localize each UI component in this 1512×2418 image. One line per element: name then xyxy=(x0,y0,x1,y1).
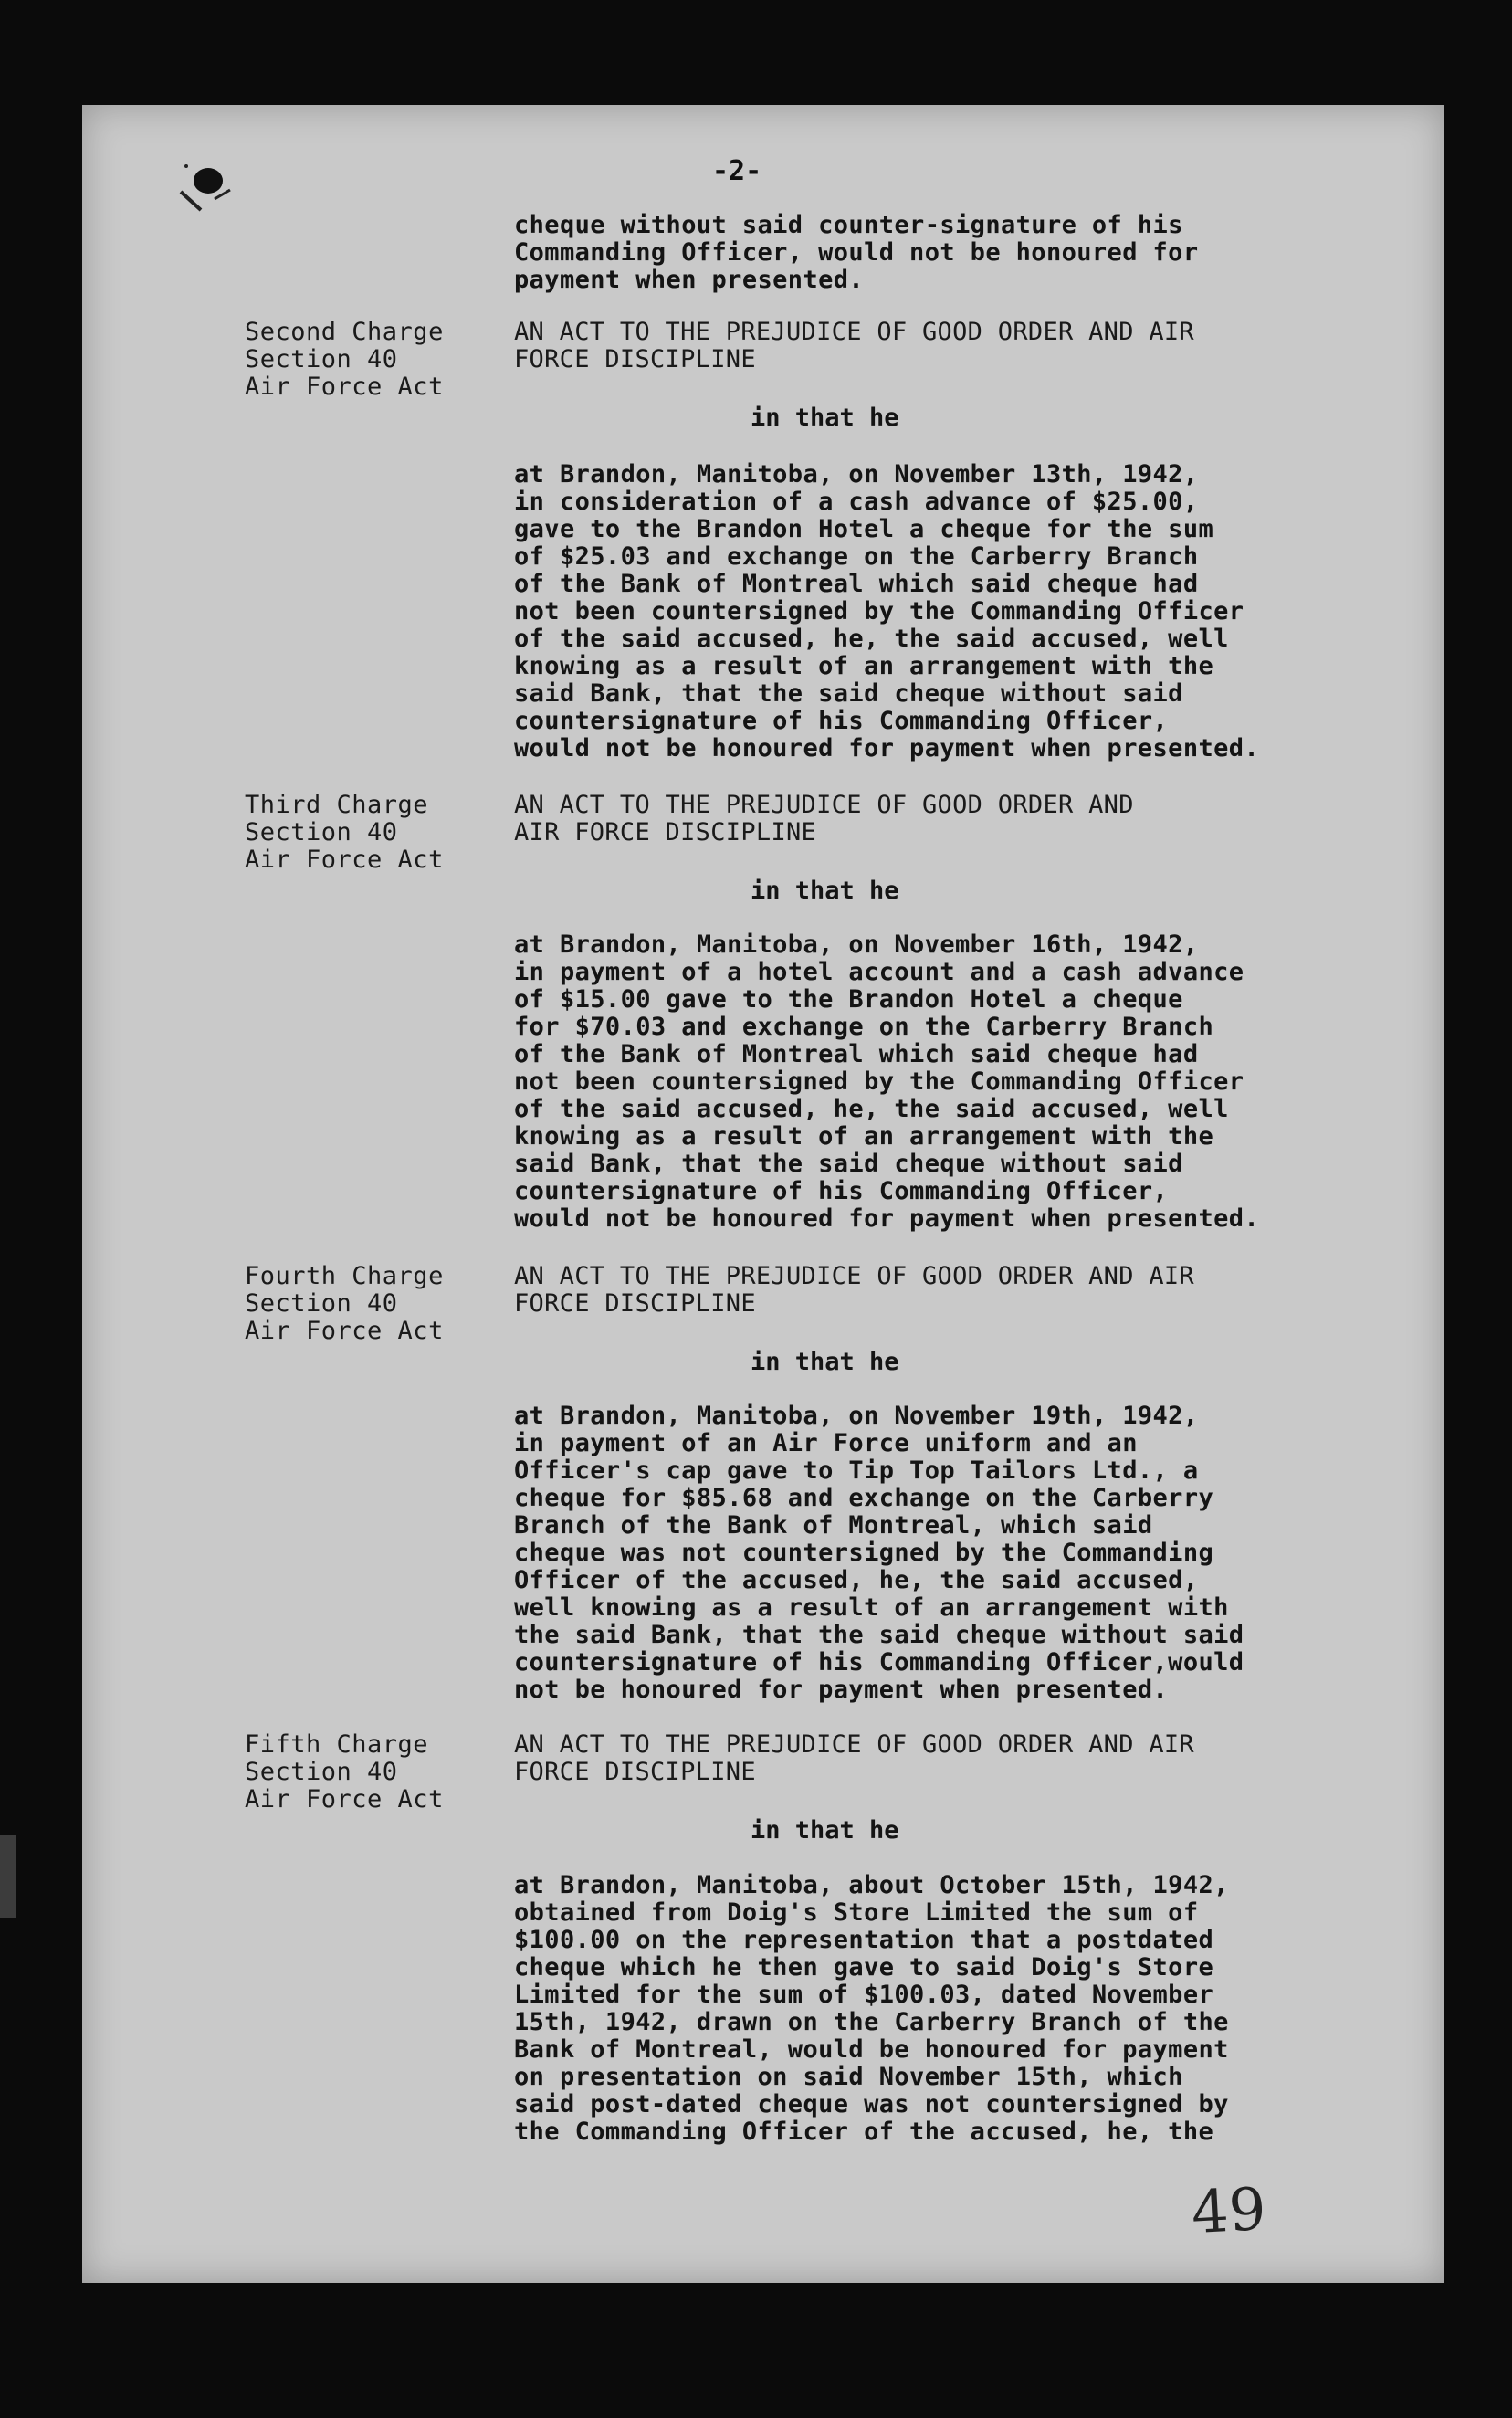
charge-label-fourth: Fourth Charge Section 40 Air Force Act xyxy=(245,1262,444,1345)
charge-heading-fourth: AN ACT TO THE PREJUDICE OF GOOD ORDER AND AIR FORCE DISCIPLINE xyxy=(514,1262,1194,1318)
charge-label-third: Third Charge Section 40 Air Force Act xyxy=(245,791,444,874)
scan-edge-mark xyxy=(0,1835,16,1918)
in-that-he-third: in that he xyxy=(751,877,899,905)
charge-heading-second: AN ACT TO THE PREJUDICE OF GOOD ORDER AND AIR FORCE DISCIPLINE xyxy=(514,318,1194,373)
in-that-he-fifth: in that he xyxy=(751,1816,899,1845)
charge-label-second: Second Charge Section 40 Air Force Act xyxy=(245,318,444,401)
in-that-he-second: in that he xyxy=(751,404,899,432)
handwritten-page-number: 49 xyxy=(1190,2175,1268,2248)
charge-heading-fifth: AN ACT TO THE PREJUDICE OF GOOD ORDER AND AIR FORCE DISCIPLINE xyxy=(514,1730,1194,1786)
charge-heading-third: AN ACT TO THE PREJUDICE OF GOOD ORDER AND AIR FORCE DISCIPLINE xyxy=(514,791,1134,846)
charge-body-third: at Brandon, Manitoba, on November 16th, 1942, in payment of a hotel account and a cash advance of $15.00 gave to the Brandon Hotel a cheque for $70.03 and exchange on the Carberry Branch of the Bank of Montreal which said cheque had not been countersigned by the Commanding Officer of the said accused, he, the said accused, well knowing as a result of an arrangement with the said Bank, that the said cheque without said countersignature of his Commanding Officer, would not be honoured for payment when presented. xyxy=(514,930,1260,1233)
charge-body-fifth: at Brandon, Manitoba, about October 15th, 1942, obtained from Doig's Store Limited the sum of $100.00 on the representation that a postdated cheque which he then gave to said Doig's Store Limited for the sum of $100.03, dated November 15th, 1942, drawn on the Carberry Branch of the Bank of Montreal, would be honoured for payment on presentation on said November 15th, which said post-dated cheque was not countersigned by the Commanding Officer of the accused, he, the xyxy=(514,1871,1229,2146)
charge-body-fourth: at Brandon, Manitoba, on November 19th, 1942, in payment of an Air Force uniform and an Officer's cap gave to Tip Top Tailors Ltd., a cheque for $85.68 and exchange on the Carberry Branch of the Bank of Montreal, which said cheque was not countersigned by the Commanding Officer of the accused, he, the said accused, well knowing as a result of an arrangement with the said Bank, that the said cheque without said countersignature of his Commanding Officer,would not be honoured for payment when presented. xyxy=(514,1402,1244,1704)
charge-body-second: at Brandon, Manitoba, on November 13th, 1942, in consideration of a cash advance of $25.00, gave to the Brandon Hotel a cheque for the sum of $25.03 and exchange on the Carberry Branch of the Bank of Montreal which said cheque had not been countersigned by the Commanding Officer of the said accused, he, the said accused, well knowing as a result of an arrangement with the said Bank, that the said cheque without said countersignature of his Commanding Officer, would not be honoured for payment when presented. xyxy=(514,460,1260,762)
in-that-he-fourth: in that he xyxy=(751,1348,899,1376)
charge-label-fifth: Fifth Charge Section 40 Air Force Act xyxy=(245,1730,444,1814)
punch-hole-mark xyxy=(173,155,237,219)
page-number: -2- xyxy=(712,155,762,187)
intro-paragraph: cheque without said counter-signature of his Commanding Officer, would not be honoured for payment when presented. xyxy=(514,211,1199,294)
